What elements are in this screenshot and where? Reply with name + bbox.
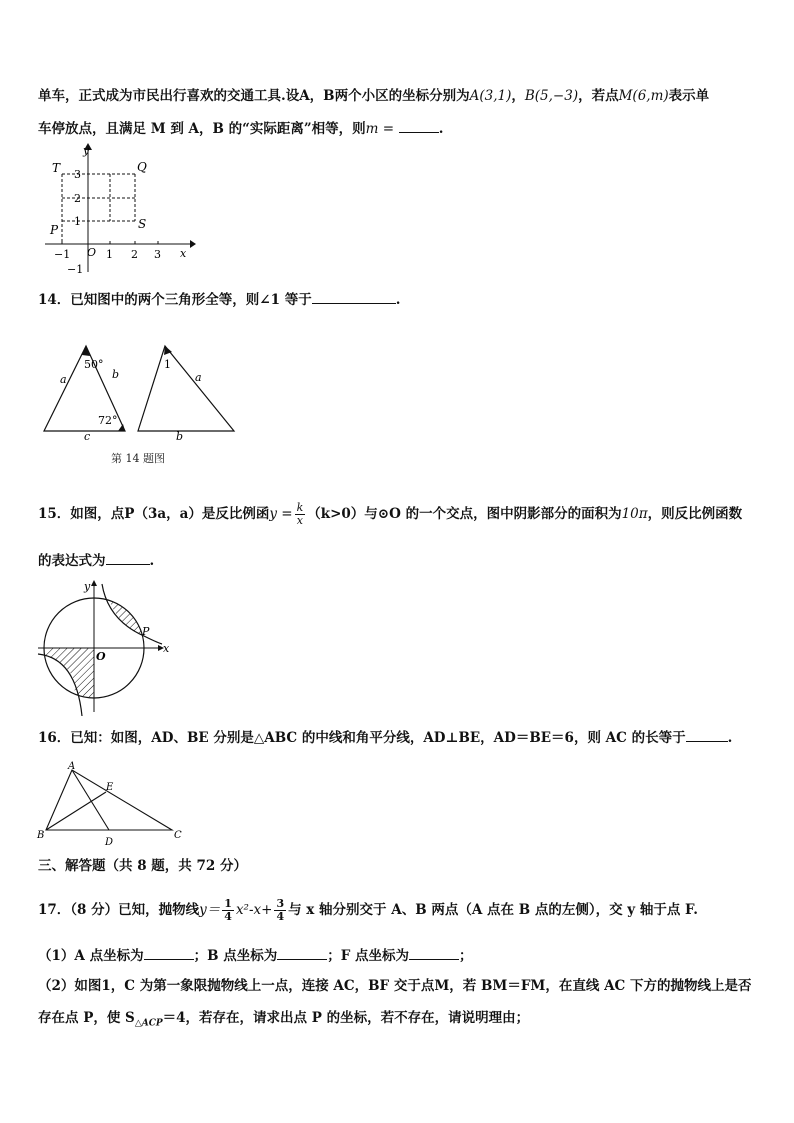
right-side-a: a xyxy=(195,371,202,384)
tick-y-3: 3 xyxy=(74,168,81,181)
figure-16-triangle xyxy=(34,760,194,850)
label-origin: O xyxy=(87,246,97,259)
answer-blank-f[interactable] xyxy=(409,945,459,960)
x-squared-term: x²-x+ xyxy=(235,902,273,918)
triangle-abc xyxy=(46,770,172,830)
figure-14-caption: 第 14 题图 xyxy=(111,452,165,465)
q17-text-b: 与 x 轴分别交于 A、B 两点（A 点在 B 点的左侧），交 y 轴于点 F. xyxy=(288,902,698,918)
q14-line xyxy=(38,289,758,310)
q13-text-d: 车停放点，且满足 M 到 A，B 的“实际距离”相等，则 xyxy=(38,121,366,137)
q14-text: 14．已知图中的两个三角形全等，则∠1 等于 xyxy=(38,292,312,308)
q17-part1 xyxy=(38,945,758,966)
frac-num: 1 xyxy=(224,897,232,910)
q15-line2 xyxy=(38,550,758,571)
q17-part1-b: ；B 点坐标为 xyxy=(193,948,278,964)
angle-50: 50° xyxy=(84,358,104,371)
point-a: A(3,1) xyxy=(469,88,512,104)
label-x-axis: x xyxy=(180,247,187,260)
y-equals: y = xyxy=(269,506,293,522)
label-s: S xyxy=(138,217,147,231)
right-side-b: b xyxy=(176,430,184,443)
q15-text-d: 的表达式为 xyxy=(38,553,106,569)
frac-den: 4 xyxy=(224,910,232,923)
area-value: 10π xyxy=(621,506,648,522)
answer-blank[interactable] xyxy=(399,118,439,133)
q17-intro xyxy=(38,895,758,925)
point-m: M(6,m) xyxy=(618,88,669,104)
q17-part2-line1: （2）如图1，C 为第一象限抛物线上一点，连接 AC，BF 交于点M，若 BM＝FM，在直线 AC 下方的抛物线上是否 xyxy=(38,978,752,994)
frac-den: x xyxy=(296,514,303,527)
q13-line1 xyxy=(38,86,758,106)
frac-den: 4 xyxy=(276,910,285,923)
label-t: T xyxy=(52,161,61,175)
left-side-b: b xyxy=(112,368,120,381)
q17-part1-a: （1）A 点坐标为 xyxy=(38,948,144,964)
tick-y-neg1: −1 xyxy=(67,263,84,276)
tick-y-2: 2 xyxy=(74,192,81,205)
angle-72: 72° xyxy=(98,414,118,427)
point-b: B(5,−3) xyxy=(524,88,579,104)
right-triangle xyxy=(138,346,234,431)
left-side-a: a xyxy=(60,373,67,386)
q16-text: 16．已知：如图，AD、BE 分别是△ABC 的中线和角平分线，AD⊥BE，AD＝BE＝6，则 AC 的长等于 xyxy=(38,730,686,746)
frac-num: 3 xyxy=(276,897,285,910)
answer-blank-a[interactable] xyxy=(144,945,194,960)
q13-line2 xyxy=(38,118,758,139)
answer-blank[interactable] xyxy=(686,727,728,742)
separator: ， xyxy=(511,88,525,104)
label-p: P xyxy=(142,625,150,638)
label-y-axis: y xyxy=(84,580,91,593)
figure-14-triangles xyxy=(38,336,248,471)
answer-blank[interactable] xyxy=(312,289,396,304)
left-side-c: c xyxy=(84,430,91,443)
semicolon: ； xyxy=(459,948,473,964)
median-ad xyxy=(72,770,109,830)
q17-part2-line2 xyxy=(38,1008,758,1034)
answer-blank-b[interactable] xyxy=(277,945,327,960)
q13-text-a: 单车，正式成为市民出行喜欢的交通工具.设A，B两个小区的坐标分别为 xyxy=(38,88,470,104)
m-variable: m = xyxy=(365,121,395,137)
point-e: E xyxy=(106,782,114,793)
q15-text-b: （k>0）与⊙O 的一个交点，图中阴影部分的面积为 xyxy=(307,506,622,522)
y-equals: y＝ xyxy=(199,902,221,918)
fraction-one-quarter xyxy=(222,898,234,923)
q15-text-a: 15．如图，点P（3a，a）是反比例函 xyxy=(38,506,270,522)
period: . xyxy=(438,121,444,137)
q16-line xyxy=(38,727,758,748)
figure-13-coordinate-grid xyxy=(40,140,200,280)
label-p: P xyxy=(50,223,59,237)
q15-text-c: ，则反比例函数 xyxy=(647,506,743,522)
vertex-b: B xyxy=(37,830,45,841)
vertex-a: A xyxy=(68,761,76,772)
figure-15-circle xyxy=(36,580,176,718)
answer-blank[interactable] xyxy=(106,550,150,565)
frac-num: k xyxy=(296,501,304,514)
q17-text-a: 17．（8 分）已知，抛物线 xyxy=(38,902,200,918)
label-origin: O xyxy=(96,650,106,663)
q13-text-c: 表示单 xyxy=(668,88,710,104)
period: . xyxy=(149,553,155,569)
q15-line1 xyxy=(38,500,758,528)
tick-y-1: 1 xyxy=(74,215,81,228)
tick-x-neg1: −1 xyxy=(54,248,71,261)
label-q: Q xyxy=(137,160,147,174)
fraction-three-quarters xyxy=(274,898,286,923)
area-subscript: △ACP xyxy=(134,1018,163,1029)
q13-text-b: ，若点 xyxy=(578,88,619,104)
q17-part2-a: 存在点 P，使 S xyxy=(38,1010,135,1026)
section-3-title: 三、解答题（共 8 题，共 72 分） xyxy=(38,858,247,874)
period: . xyxy=(395,292,401,308)
label-x-axis: x xyxy=(163,642,170,655)
label-y-axis: y xyxy=(83,144,90,157)
q17-part1-c: ；F 点坐标为 xyxy=(327,948,409,964)
period: . xyxy=(727,730,733,746)
vertex-c: C xyxy=(174,830,182,841)
tick-x-3: 3 xyxy=(154,248,161,261)
tick-x-2: 2 xyxy=(131,248,138,261)
angle-1: 1 xyxy=(164,358,171,371)
point-d: D xyxy=(105,837,114,848)
q17-part2-b: ＝4，若存在，请求出点 P 的坐标，若不存在，请说明理由； xyxy=(162,1010,530,1026)
tick-x-1: 1 xyxy=(106,248,113,261)
k-over-x xyxy=(295,502,306,527)
